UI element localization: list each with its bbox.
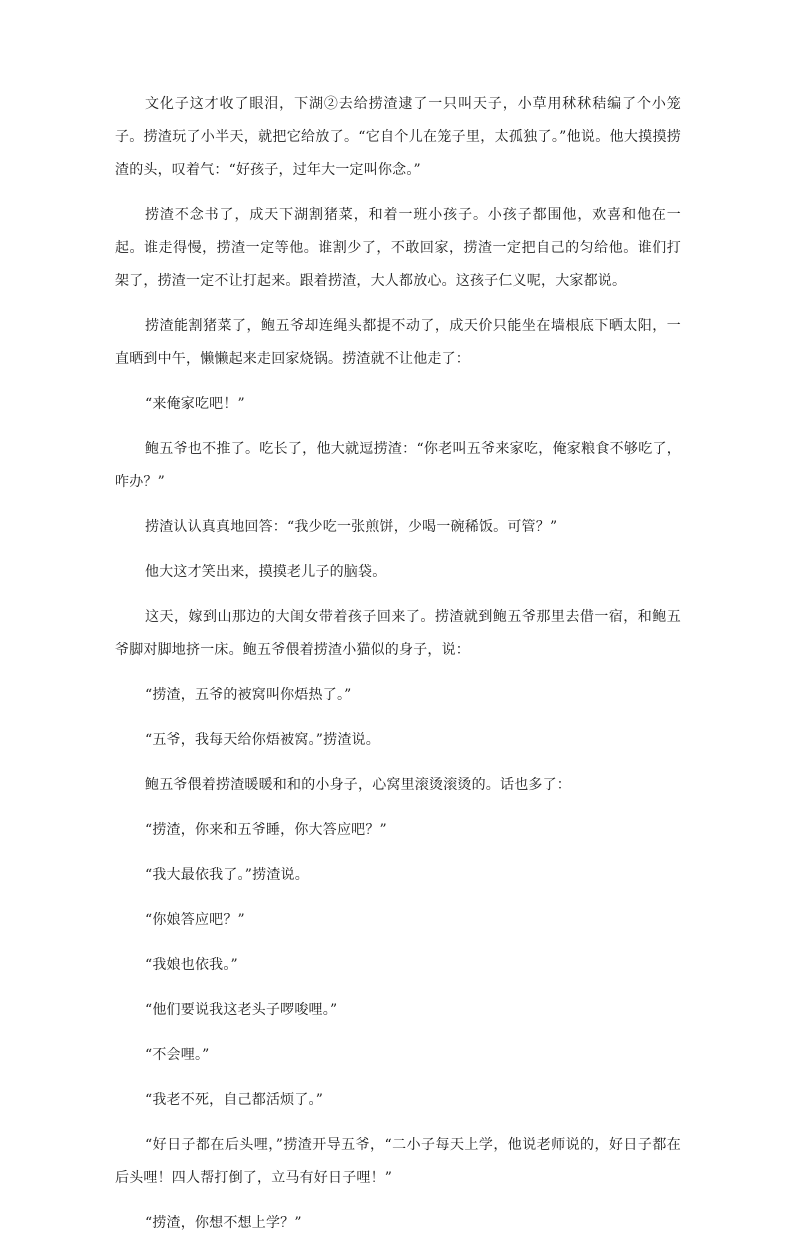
paragraph: “捞渣，你来和五爷睡，你大答应吧？” [145,822,387,838]
paragraph: “捞渣，五爷的被窝叫你焐热了。” [145,687,352,703]
paragraph: 捞渣能割猪菜了，鲍五爷却连绳头都提不动了，成天价只能坐在墙根底下晒太阳，一直晒到中午，懒懒起来走回家烧锅。捞渣就不让他走了： [115,318,681,367]
paragraph: “来俺家吃吧！” [145,396,245,412]
paragraph: “不会哩。” [145,1047,210,1063]
paragraph: 捞渣认认真真地回答：“我少吃一张煎饼，少喝一碗稀饭。可管？” [145,519,558,535]
paragraph: 鲍五爷也不推了。吃长了，他大就逗捞渣：“你老叫五爷来家吃，俺家粮食不够吃了，咋办？” [115,441,681,490]
paragraph: 文化子这才收了眼泪，下湖②去给捞渣逮了一只叫天子，小草用秫秫秸编了个小笼子。捞渣玩了小半天，就把它给放了。“它自个儿在笼子里，太孤独了。”他说。他大摸摸捞渣的头，叹着气：“好孩子，过年大一定叫你念。” [115,96,681,178]
paragraph: “五爷，我每天给你焐被窝。”捞渣说。 [145,732,380,748]
paragraph: 捞渣不念书了，成天下湖割猪菜，和着一班小孩子。小孩子都围他，欢喜和他在一起。谁走得慢，捞渣一定等他。谁割少了，不敢回家，捞渣一定把自己的匀给他。谁们打架了，捞渣一定不让打起来。跟着捞渣，大人都放心。这孩子仁义呢，大家都说。 [115,207,681,289]
paragraph: 他大这才笑出来，摸摸老儿子的脑袋。 [145,564,387,580]
paragraph: “我娘也依我。” [145,957,238,973]
paragraph: 这天，嫁到山那边的大闺女带着孩子回来了。捞渣就到鲍五爷那里去借一宿，和鲍五爷脚对脚地挤一床。鲍五爷偎着捞渣小猫似的身子，说： [115,609,681,658]
paragraph: 鲍五爷偎着捞渣暖暖和和的小身子，心窝里滚烫滚烫的。话也多了： [145,777,571,793]
paragraph: “你娘答应吧？” [145,912,245,928]
paragraph: “我大最依我了。”捞渣说。 [145,867,309,883]
paragraph: “我老不死，自己都活烦了。” [145,1092,324,1108]
paragraph: “捞渣，你想不想上学？” [145,1215,302,1231]
paragraph: “好日子都在后头哩，”捞渣开导五爷，“二小子每天上学，他说老师说的，好日子都在后头哩！四人帮打倒了，立马有好日子哩！” [115,1137,681,1186]
document-page [115,88,681,1252]
paragraph: “他们要说我这老头子啰唆哩。” [145,1002,338,1018]
